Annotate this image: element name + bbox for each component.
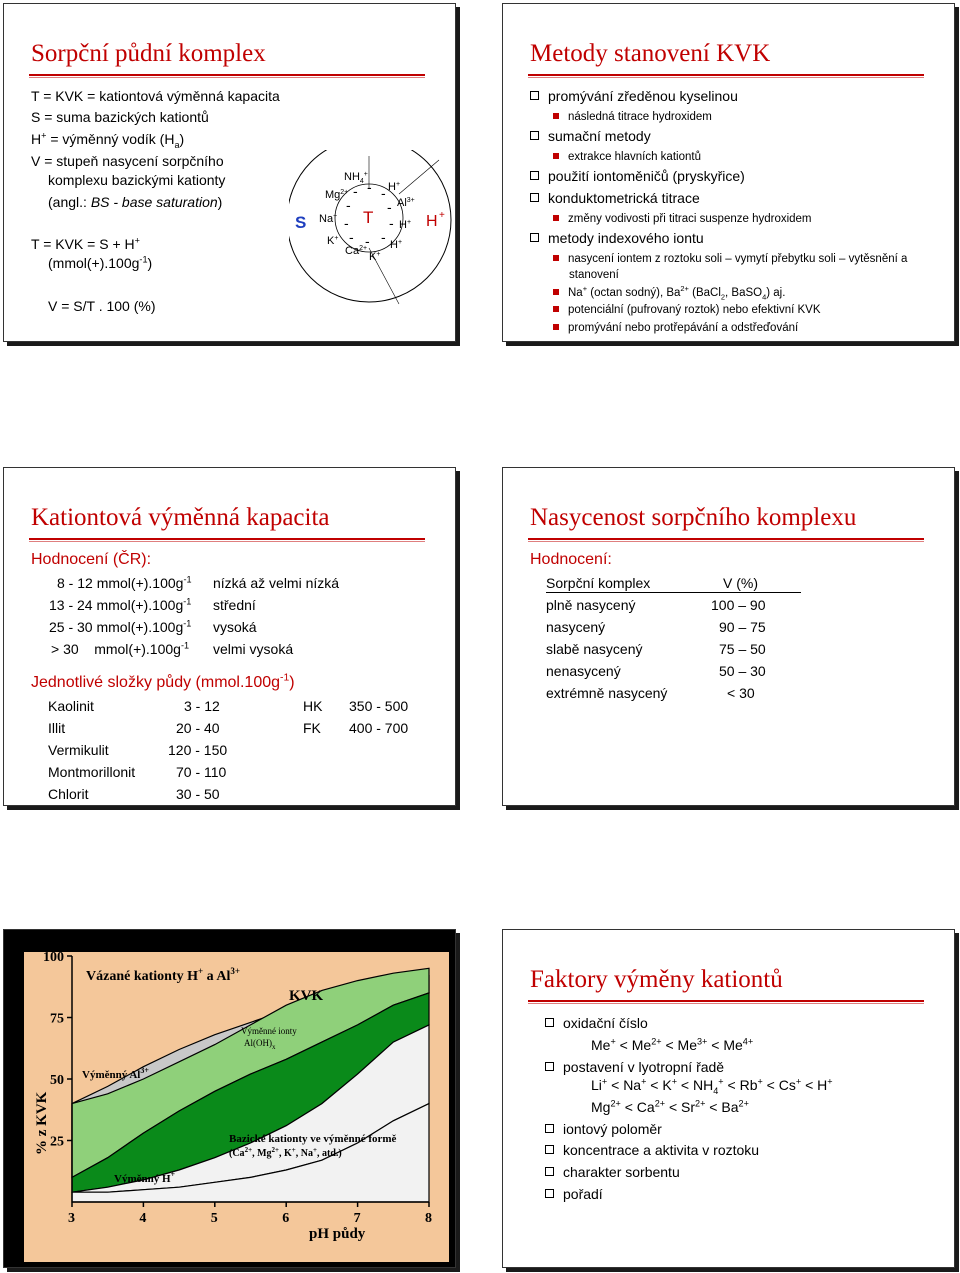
y-tick-label: 25 [50, 1134, 64, 1150]
table-row-name: extrémně nasycený [546, 685, 668, 701]
slide-sorpcni-komplex [3, 3, 456, 342]
x-tick-label: 4 [139, 1211, 147, 1226]
region-label-h: Výměnný H+ [114, 1170, 176, 1185]
list-item: charakter sorbentu [545, 1163, 680, 1181]
rating-label: nízká až velmi nízká [213, 575, 340, 591]
label-h-outer: H [426, 213, 438, 230]
acid-name: FK [303, 720, 321, 736]
ion: $Ba^{2+}$ [721, 1098, 749, 1115]
less-than-sign: < [615, 1037, 632, 1053]
acid-value: 350 - 500 [349, 698, 409, 714]
sub-item-cont: stanovení [569, 269, 619, 281]
table-row-name: nasycený [546, 619, 606, 635]
list-item: promývání zředěnou kyselinou [530, 87, 738, 105]
region-label-base-2: ($Ca^{2+}$, $Mg^{2+}$, K+, Na+, atd.) [229, 1146, 342, 1159]
ion: $Me^{2+}$ [631, 1036, 662, 1053]
svg-text:-: - [381, 229, 386, 245]
component-value: 70 - 110 [176, 764, 227, 780]
list-item: oxidační číslo [545, 1014, 648, 1032]
sub-item: změny vodivosti při titraci suspenze hydroxidem [553, 210, 812, 228]
component-value: 20 - 40 [176, 720, 220, 736]
table-row-value: 75 – 50 [719, 641, 766, 657]
svg-text:-: - [346, 197, 351, 213]
slide-faktory-vymeny [502, 929, 955, 1268]
slide-title: Sorpční půdní komplex [31, 40, 266, 67]
rating-heading: Hodnocení: [530, 551, 612, 568]
less-than-sign: < [723, 1077, 740, 1093]
component-name: Montmorillonit [48, 764, 136, 780]
title-rule-thin [528, 541, 924, 542]
svg-text:-: - [389, 215, 394, 231]
label-t: T [363, 208, 374, 227]
svg-text:-: - [344, 215, 349, 231]
sub-item: nasycení iontem z roztoku soli – vymytí přebytku soli – vytěsnění a [553, 250, 907, 268]
rating-range: > 30 $mmol(+).100g^{-1}$ [51, 640, 190, 657]
definition-t: T = KVK = kationtová výměnná kapacita [31, 88, 280, 104]
svg-text:-: - [367, 179, 372, 195]
title-rule-thin [528, 77, 924, 78]
table-row-value: 100 – 90 [711, 597, 766, 613]
less-than-sign: < [620, 1099, 637, 1115]
x-tick-label: 7 [353, 1211, 361, 1226]
acid-name: HK [303, 698, 323, 714]
ion: $Mg^{2+}$ [591, 1098, 621, 1115]
svg-text:Al3+: $Al^{3+}$ [397, 197, 415, 209]
ion: K+ [662, 1076, 678, 1093]
table-row-value: 50 – 30 [719, 663, 766, 679]
svg-text:-: - [349, 229, 354, 245]
kvk-label: KVK [289, 988, 324, 1004]
slide-title: Metody stanovení KVK [530, 40, 771, 67]
less-than-sign: < [646, 1077, 663, 1093]
component-value: 120 - 150 [168, 742, 228, 758]
component-name: Vermikulit [48, 742, 109, 758]
title-rule [528, 538, 924, 540]
acid-value: 400 - 700 [349, 720, 409, 736]
less-than-sign: < [607, 1077, 624, 1093]
svg-text:-: - [381, 185, 386, 201]
slide-kationtova-kapacita [3, 467, 456, 806]
label-s: S [295, 213, 307, 232]
title-rule [528, 1000, 924, 1002]
list-item: konduktometrická titrace [530, 189, 700, 207]
title-rule-thin [528, 1003, 924, 1004]
less-than-sign: < [707, 1037, 724, 1053]
svg-text:H+: H+ [399, 219, 412, 231]
list-item: koncentrace a aktivita v roztoku [545, 1141, 759, 1159]
x-axis-label: pH půdy [309, 1226, 366, 1242]
title-rule [528, 74, 924, 76]
sub-item: Na+ (octan sodný), $Ba^{2+}$ (BaCl$_2$, BaSO$_4$) aj. [553, 284, 785, 302]
ion: H+ [817, 1076, 833, 1093]
components-heading: Jednotlivé složky půdy $(mmol.100g^{-1})$ [31, 672, 295, 691]
title-rule [29, 74, 425, 76]
equation-unit: $(mmol(+).100g^{-1})$ [48, 254, 153, 271]
less-than-sign: < [677, 1077, 693, 1093]
title-rule [29, 538, 425, 540]
ion: $NH_4^+$ [693, 1076, 724, 1096]
list-item: použití iontoměničů (pryskyřice) [530, 167, 745, 185]
ion: $Me^{4+}$ [723, 1036, 754, 1053]
region-label-oh-2: $Al(OH)_x$ [244, 1038, 276, 1051]
slide-title: Nasycenost sorpčního komplexu [530, 504, 857, 531]
x-tick-label: 6 [282, 1211, 290, 1226]
svg-text:NH4+: $NH_4^+$ [344, 171, 368, 185]
sub-item: potenciální (pufrovaný roztok) nebo efektivní KVK [553, 301, 821, 319]
rating-range: 13 - 24 $mmol(+).100g^{-1}$ [49, 596, 192, 613]
svg-text:-: - [365, 233, 370, 249]
table-row-name: nenasycený [546, 663, 621, 679]
table-row-value: < 30 [727, 685, 755, 701]
list-item: metody indexového iontu [530, 229, 704, 247]
x-tick-label: 5 [210, 1211, 218, 1226]
list-item: iontový poloměr [545, 1120, 662, 1138]
region-label-oh-1: Výměnné ionty [241, 1026, 297, 1036]
svg-text:Mg2+: $Mg^{2+}$ [325, 189, 349, 201]
less-than-sign: < [762, 1077, 779, 1093]
rating-heading: Hodnocení (ČR): [31, 551, 152, 568]
definition-s: S = suma bazických kationtů [31, 109, 209, 125]
less-than-sign: < [705, 1099, 722, 1115]
definition-h: H+ = výměnný vodík $(H_a)$ [31, 130, 185, 150]
ion: Rb+ [739, 1076, 763, 1093]
svg-text:-: - [387, 199, 392, 215]
sub-item: následná titrace hydroxidem [553, 108, 712, 126]
table-row-value: 90 – 75 [719, 619, 766, 635]
ion: $Me^{3+}$ [677, 1036, 708, 1053]
svg-text:K+: K+ [369, 251, 381, 263]
ion: Na+ [623, 1076, 647, 1093]
y-axis-label: % z KVK [34, 1091, 50, 1155]
y-tick-label: 100 [43, 950, 64, 965]
y-tick-label: 50 [50, 1073, 64, 1088]
rating-label: velmi vysoká [213, 641, 294, 657]
equation-kvk: T = KVK = S + H+ [31, 235, 140, 252]
ion: Me+ [591, 1036, 616, 1053]
svg-text:Ca2+: $Ca^{2+}$ [345, 245, 368, 257]
lyotropic-series-2 [591, 1098, 749, 1116]
ion: Cs+ [778, 1076, 802, 1093]
oxidation-series [591, 1036, 753, 1054]
x-tick-label: 8 [425, 1211, 432, 1226]
less-than-sign: < [665, 1099, 682, 1115]
table-row-name: slabě nasycený [546, 641, 643, 657]
region-label-al: Výměnný $Al^{3+}$ [82, 1066, 149, 1081]
svg-text:K+: K+ [327, 235, 339, 247]
rating-label: vysoká [213, 619, 257, 635]
rating-range: 8 - 12 $mmol(+).100g^{-1}$ [57, 574, 192, 591]
region-label-base-1: Bazické kationty ve výměnné formě [229, 1133, 397, 1145]
component-value: 3 - 12 [184, 698, 220, 714]
svg-text:H+: H+ [388, 181, 401, 193]
table-header-col1: Sorpční komplex [546, 575, 651, 591]
list-item: sumační metody [530, 127, 651, 145]
table-header-col2: V (%) [723, 575, 758, 591]
list-item: postavení v lyotropní řadě [545, 1058, 724, 1076]
title-rule-thin [29, 541, 425, 542]
less-than-sign: < [661, 1037, 678, 1053]
ion: $Sr^{2+}$ [681, 1098, 706, 1115]
table-row-name: plně nasycený [546, 597, 636, 613]
sub-item: promývání nebo protřepávání a odstřeďování [553, 319, 798, 337]
rating-range: 25 - 30 $mmol(+).100g^{-1}$ [49, 618, 192, 635]
x-tick-label: 3 [68, 1211, 75, 1226]
svg-text:H+: H+ [390, 239, 403, 251]
ion: Li+ [591, 1076, 608, 1093]
rating-label: střední [213, 597, 256, 613]
component-value: 30 - 50 [176, 786, 220, 802]
list-item: pořadí [545, 1185, 603, 1203]
component-name: Kaolinit [48, 698, 94, 714]
label-h-outer-sup: + [439, 210, 445, 221]
sorption-complex-diagram [289, 150, 456, 310]
slide-metody-kvk [502, 3, 955, 342]
kvk-ph-chart [4, 930, 455, 1267]
definition-v: V = stupeň nasycení sorpčního [31, 153, 224, 169]
slide-chart-kvk-ph [3, 929, 456, 1268]
slide-nasycenost [502, 467, 955, 806]
lyotropic-series-1 [591, 1076, 833, 1094]
svg-text:Na+: Na+ [319, 213, 338, 225]
less-than-sign: < [801, 1077, 818, 1093]
slide-title: Kationtová výměnná kapacita [31, 504, 330, 531]
component-name: Chlorit [48, 786, 89, 802]
region-label-bound: Vázané kationty H+ a $Al^{3+}$ [86, 966, 241, 984]
svg-text:-: - [353, 183, 358, 199]
equation-v: V = S/T . 100 (%) [48, 298, 156, 314]
component-name: Illit [48, 720, 66, 736]
title-rule-thin [29, 77, 425, 78]
definition-english: (angl.: BS - base saturation) [48, 194, 223, 210]
y-tick-label: 75 [50, 1011, 64, 1027]
sub-item: extrakce hlavních kationtů [553, 148, 701, 166]
slide-title: Faktory výměny kationtů [530, 966, 783, 993]
definition-v-cont: komplexu bazickými kationty [48, 172, 226, 188]
ion: $Ca^{2+}$ [636, 1098, 666, 1115]
